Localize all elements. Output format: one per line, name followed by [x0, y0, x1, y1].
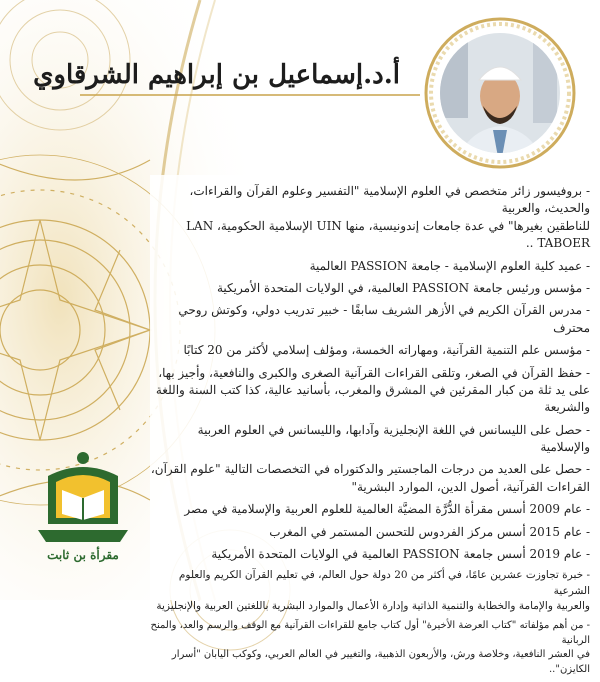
- portrait-frame: [425, 18, 575, 168]
- bio-line: عميد كلية العلوم الإسلامية - جامعة PASSION العالمية: [309, 258, 583, 273]
- bio-line: مؤسس علم التنمية القرآنية، ومهاراته الخمسة، ومؤلف إسلامي لأكثر من 20 كتابًا: [183, 343, 583, 358]
- bio-line: عام 2019 أسس جامعة PASSION العالمية في الولايات المتحدة الأمريكية: [211, 547, 583, 562]
- bio-item: [150, 280, 590, 297]
- bio-line: خبرة تجاوزت عشرين عامًا، في أكثر من 20 دولة حول العالم، في تعليم القرآن الكريم والعلوم الشرعية: [178, 569, 590, 597]
- bio-item: [150, 183, 590, 253]
- bio-item: [150, 619, 590, 677]
- bio-line: بروفيسور زائر متخصص في العلوم الإسلامية "التفسير وعلوم القرآن والقراءات، والحديث، والعربية: [189, 184, 590, 216]
- bio-item: [150, 342, 590, 359]
- bio-line: عام 2015 أسس مركز الفردوس للتحسن المستمر في المغرب: [269, 524, 583, 539]
- biography-list: [150, 183, 590, 682]
- bio-line: مدرس القرآن الكريم في الأزهر الشريف سابقًا - خبير تدريب دولي، وكوتش روحي محترف: [178, 303, 590, 335]
- bio-item: [150, 524, 590, 541]
- bio-item: [150, 365, 590, 417]
- bio-line: من أهم مؤلفاته "كتاب العرضة الأخيرة" أول كتاب جامع للقراءات القرآنية مع الوقف والرسم والعد، والمنح الربانية: [150, 620, 590, 646]
- bio-line: في العشر النافعية، وخلاصة ورش، والأربعون الذهبية، والتغيير في العالم العربي، وكوكب اليابان "أسرار الكايزن"..: [171, 649, 590, 675]
- book-emblem-icon: [28, 446, 138, 546]
- bio-item: [150, 258, 590, 275]
- bio-line: للناطقين بغيرها" في عدة جامعات إندونيسية، منها UIN الإسلامية الحكومية، LAN TABOER ..: [186, 218, 590, 251]
- bio-line: على يد ثلة من كبار المقرئين في المشرق والمغرب، بأسانيد عالية، كذا كتب السنة واللغة والشريعة: [155, 382, 590, 415]
- bio-item: [150, 501, 590, 518]
- bio-line: حفظ القرآن في الصغر، وتلقى القراءات القرآنية الصغرى والكبرى والنافعية، وأجيز بها،: [158, 365, 583, 380]
- bio-line: حصل على الليسانس في اللغة الإنجليزية وآدابها، والليسانس في العلوم العربية والإسلامية: [197, 422, 590, 455]
- bio-item: [150, 302, 590, 337]
- bio-line: عام 2009 أسس مقرأة الدُّرَّة المضيَّة العالمية للعلوم العربية والإسلامية في مصر: [184, 502, 583, 517]
- portrait-photo: [425, 18, 575, 168]
- bio-item: [150, 422, 590, 457]
- logo-caption: مقرأة بن ثابت: [47, 548, 119, 562]
- bio-line: والعربية والإمامة والخطابة والتنمية الذاتية وإدارة الأعمال والموارد البشرية باللغتين العربية والإنجليزية: [156, 599, 590, 612]
- bio-line: حصل على العديد من درجات الماجستير والدكتوراه في التخصصات التالية "علوم القرآن،: [150, 462, 583, 477]
- bio-line: القراءات القرآنية، أصول الدين، الموارد البشرية": [351, 479, 590, 494]
- bio-line: مؤسس ورئيس جامعة PASSION العالمية، في الولايات المتحدة الأمريكية: [216, 280, 583, 295]
- bio-item: [150, 461, 590, 496]
- bio-item: [150, 568, 590, 614]
- page-title: أ.د.إسماعيل بن إبراهيم الشرقاوي: [33, 60, 400, 90]
- bio-item: [150, 546, 590, 563]
